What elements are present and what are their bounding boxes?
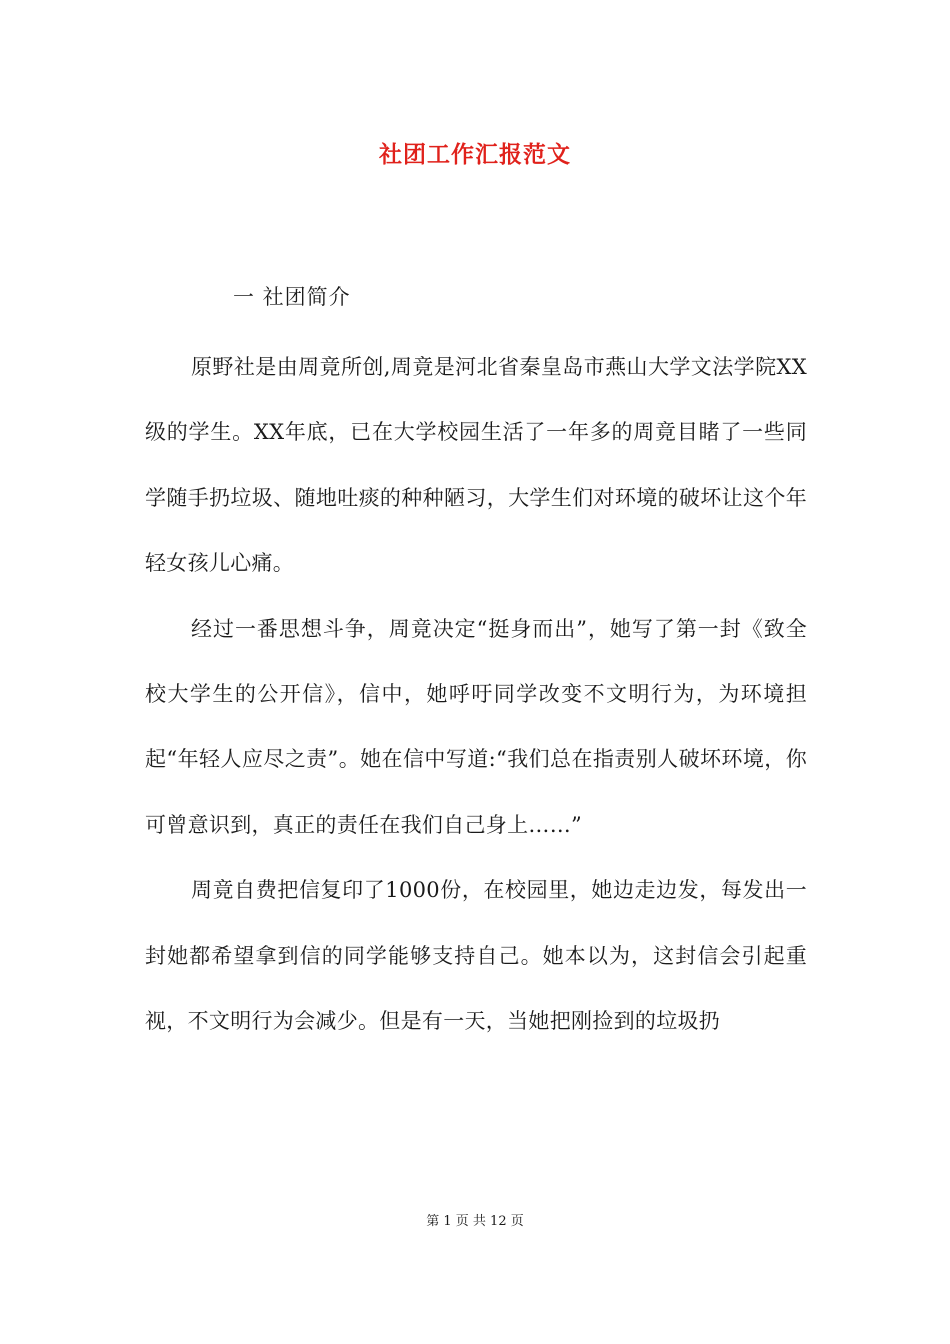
document-body xyxy=(145,335,807,1054)
document-title: 社团工作汇报范文 xyxy=(379,141,571,168)
paragraph: 周竟自费把信复印了1000份，在校园里，她边走边发，每发出一封她都希望拿到信的同学能够支持自己。她本以为，这封信会引起重视，不文明行为会减少。但是有一天，当她把刚捡到的垃圾扔 xyxy=(145,878,807,1034)
paragraph: 经过一番思想斗争，周竟决定“挺身而出”，她写了第一封《致全校大学生的公开信》，信中，她呼吁同学改变不文明行为，为环境担起“年轻人应尽之责”。她在信中写道:“我们总在指责别人破坏环境，你可曾意识到，真正的责任在我们自己身上……” xyxy=(145,616,807,837)
section-heading: 一 社团简介 xyxy=(233,285,351,309)
page-footer: 第 1 页 共 12 页 xyxy=(426,1214,524,1229)
paragraph: 原野社是由周竟所创,周竟是河北省秦皇岛市燕山大学文法学院XX级的学生。XX年底，已在大学校园生活了一年多的周竟目睹了一些同学随手扔垃圾、随地吐痰的种种陋习，大学生们对环境的破坏让这个年轻女孩儿心痛。 xyxy=(145,355,807,576)
